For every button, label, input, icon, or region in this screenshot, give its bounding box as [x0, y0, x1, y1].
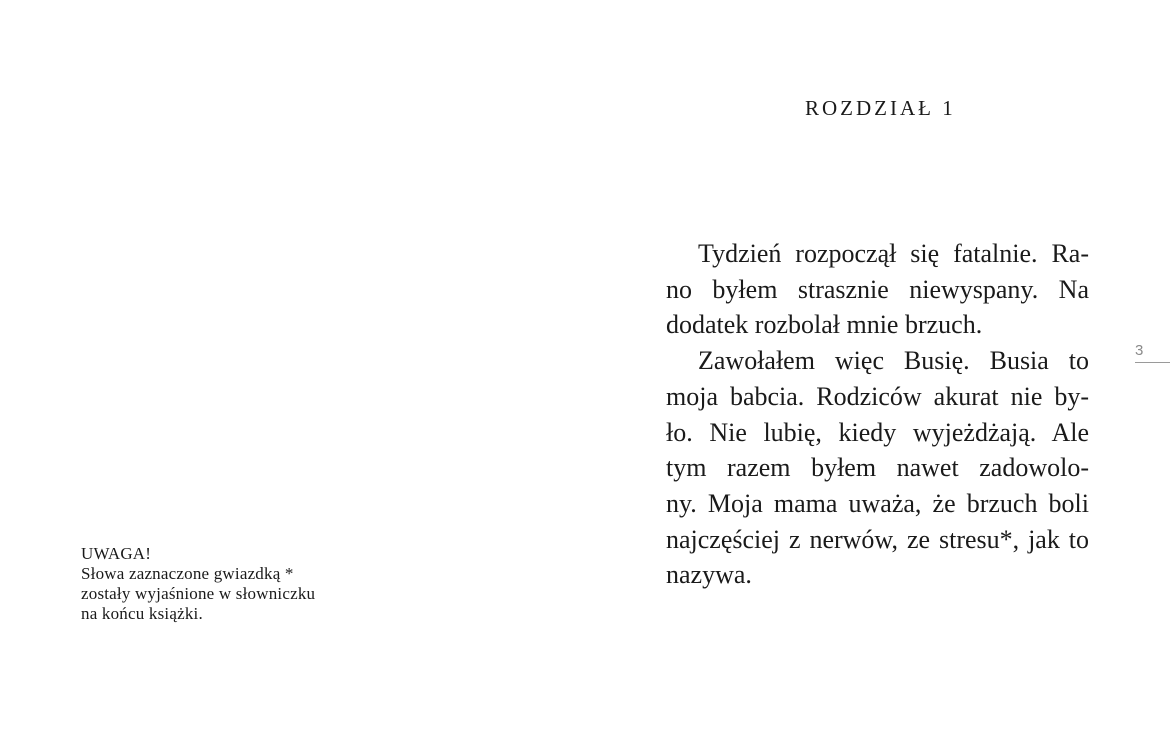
text-line: tym razem byłem nawet zadowolo- [666, 453, 1089, 483]
text-line: ło. Nie lubię, kiedy wyjeżdżają. Ale [666, 417, 1089, 447]
text-line: najczęściej z nerwów, ze stresu*, jak to [666, 524, 1089, 554]
right-page [585, 0, 1170, 746]
text-line: ny. Moja mama uważa, że brzuch boli [666, 488, 1089, 518]
note-line: zostały wyjaśnione w słowniczku [81, 584, 316, 603]
glossary-note [81, 544, 381, 624]
text-line: no byłem strasznie niewyspany. Na [666, 274, 1089, 304]
text-line: dodatek rozbolał mnie brzuch. [666, 310, 983, 340]
note-line: Słowa zaznaczone gwiazdką * [81, 564, 294, 583]
text-line: nazywa. [666, 560, 752, 590]
chapter-title: ROZDZIAŁ 1 [805, 96, 956, 120]
text-line: Zawołałem więc Busię. Busia to [698, 346, 1089, 376]
page-number: 3 [1135, 342, 1144, 359]
text-line: Tydzień rozpoczął się fatalnie. Ra- [698, 239, 1089, 268]
note-heading: UWAGA! [81, 544, 152, 563]
page-number-rule [1135, 362, 1170, 363]
text-line: moja babcia. Rodziców akurat nie by- [666, 381, 1089, 411]
chapter-body [666, 236, 1089, 593]
note-line: na końcu książki. [81, 604, 203, 623]
